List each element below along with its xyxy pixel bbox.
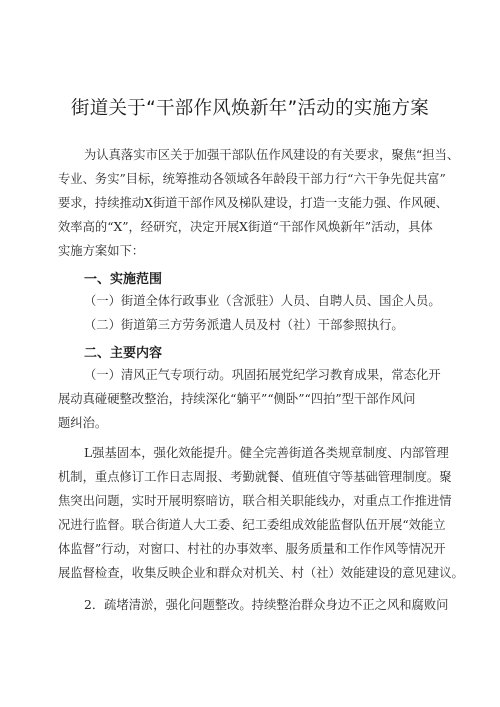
scope-item: （一）街道全体行政事业（含派驻）人员、自聘人员、国企人员。 [84, 294, 441, 308]
intro-line: 实施方案如下： [58, 244, 145, 258]
content-line: L强基固本，强化效能提升。健全完善街道各类规章制度、内部管理 [84, 446, 449, 460]
intro-line: 为认真落实市区关于加强干部队伍作风建设的有关要求，聚焦“担当、 [84, 148, 460, 162]
content-line: 机制，重点修订工作日志周报、考勤就餐、值班值守等基础管理制度。聚 [58, 470, 452, 484]
section-heading-scope: 一、实施范围 [84, 272, 163, 287]
content-line: 展监督检查，收集反映企业和群众对机关、村（社）效能建设的意见建议。 [58, 566, 464, 580]
section-heading-content: 二、主要内容 [84, 346, 163, 361]
content-line: 展动真碰硬整改整治，持续深化“躺平”“侧卧”“四拍”型干部作风问 [58, 392, 416, 406]
document-title: 街道关于“干部作风焕新年”活动的实施方案 [70, 98, 430, 119]
content-line: 2．疏堵清淤，强化问题整改。持续整治群众身边不正之风和腐败问 [84, 598, 449, 612]
content-line: 况进行监督。联合街道人大工委、纪工委组成效能监督队伍开展“效能立 [58, 518, 446, 532]
content-line: 焦突出问题，实时开展明察暗访，联合相关职能线办，对重点工作推进情 [58, 494, 452, 508]
scope-item: （二）街道第三方劳务派遣人员及村（社）干部参照执行。 [84, 318, 404, 332]
intro-line: 效率高的“X”，经研究，决定开展X街道“干部作风焕新年”活动，具体 [58, 220, 433, 234]
content-line: 题纠治。 [58, 416, 108, 430]
intro-line: 专业、务实”目标，统筹推动各领域各年龄段干部力行“六干争先促共富” [58, 172, 446, 186]
content-line: 体监督”行动，对窗口、村社的办事效率、服务质量和工作作风等情况开 [58, 542, 446, 556]
intro-line: 要求，持续推动X街道干部作风及梯队建设，打造一支能力强、作风硬、 [58, 196, 448, 210]
content-line: （一）清风正气专项行动。巩固拓展党纪学习教育成果，常态化开 [84, 368, 441, 382]
